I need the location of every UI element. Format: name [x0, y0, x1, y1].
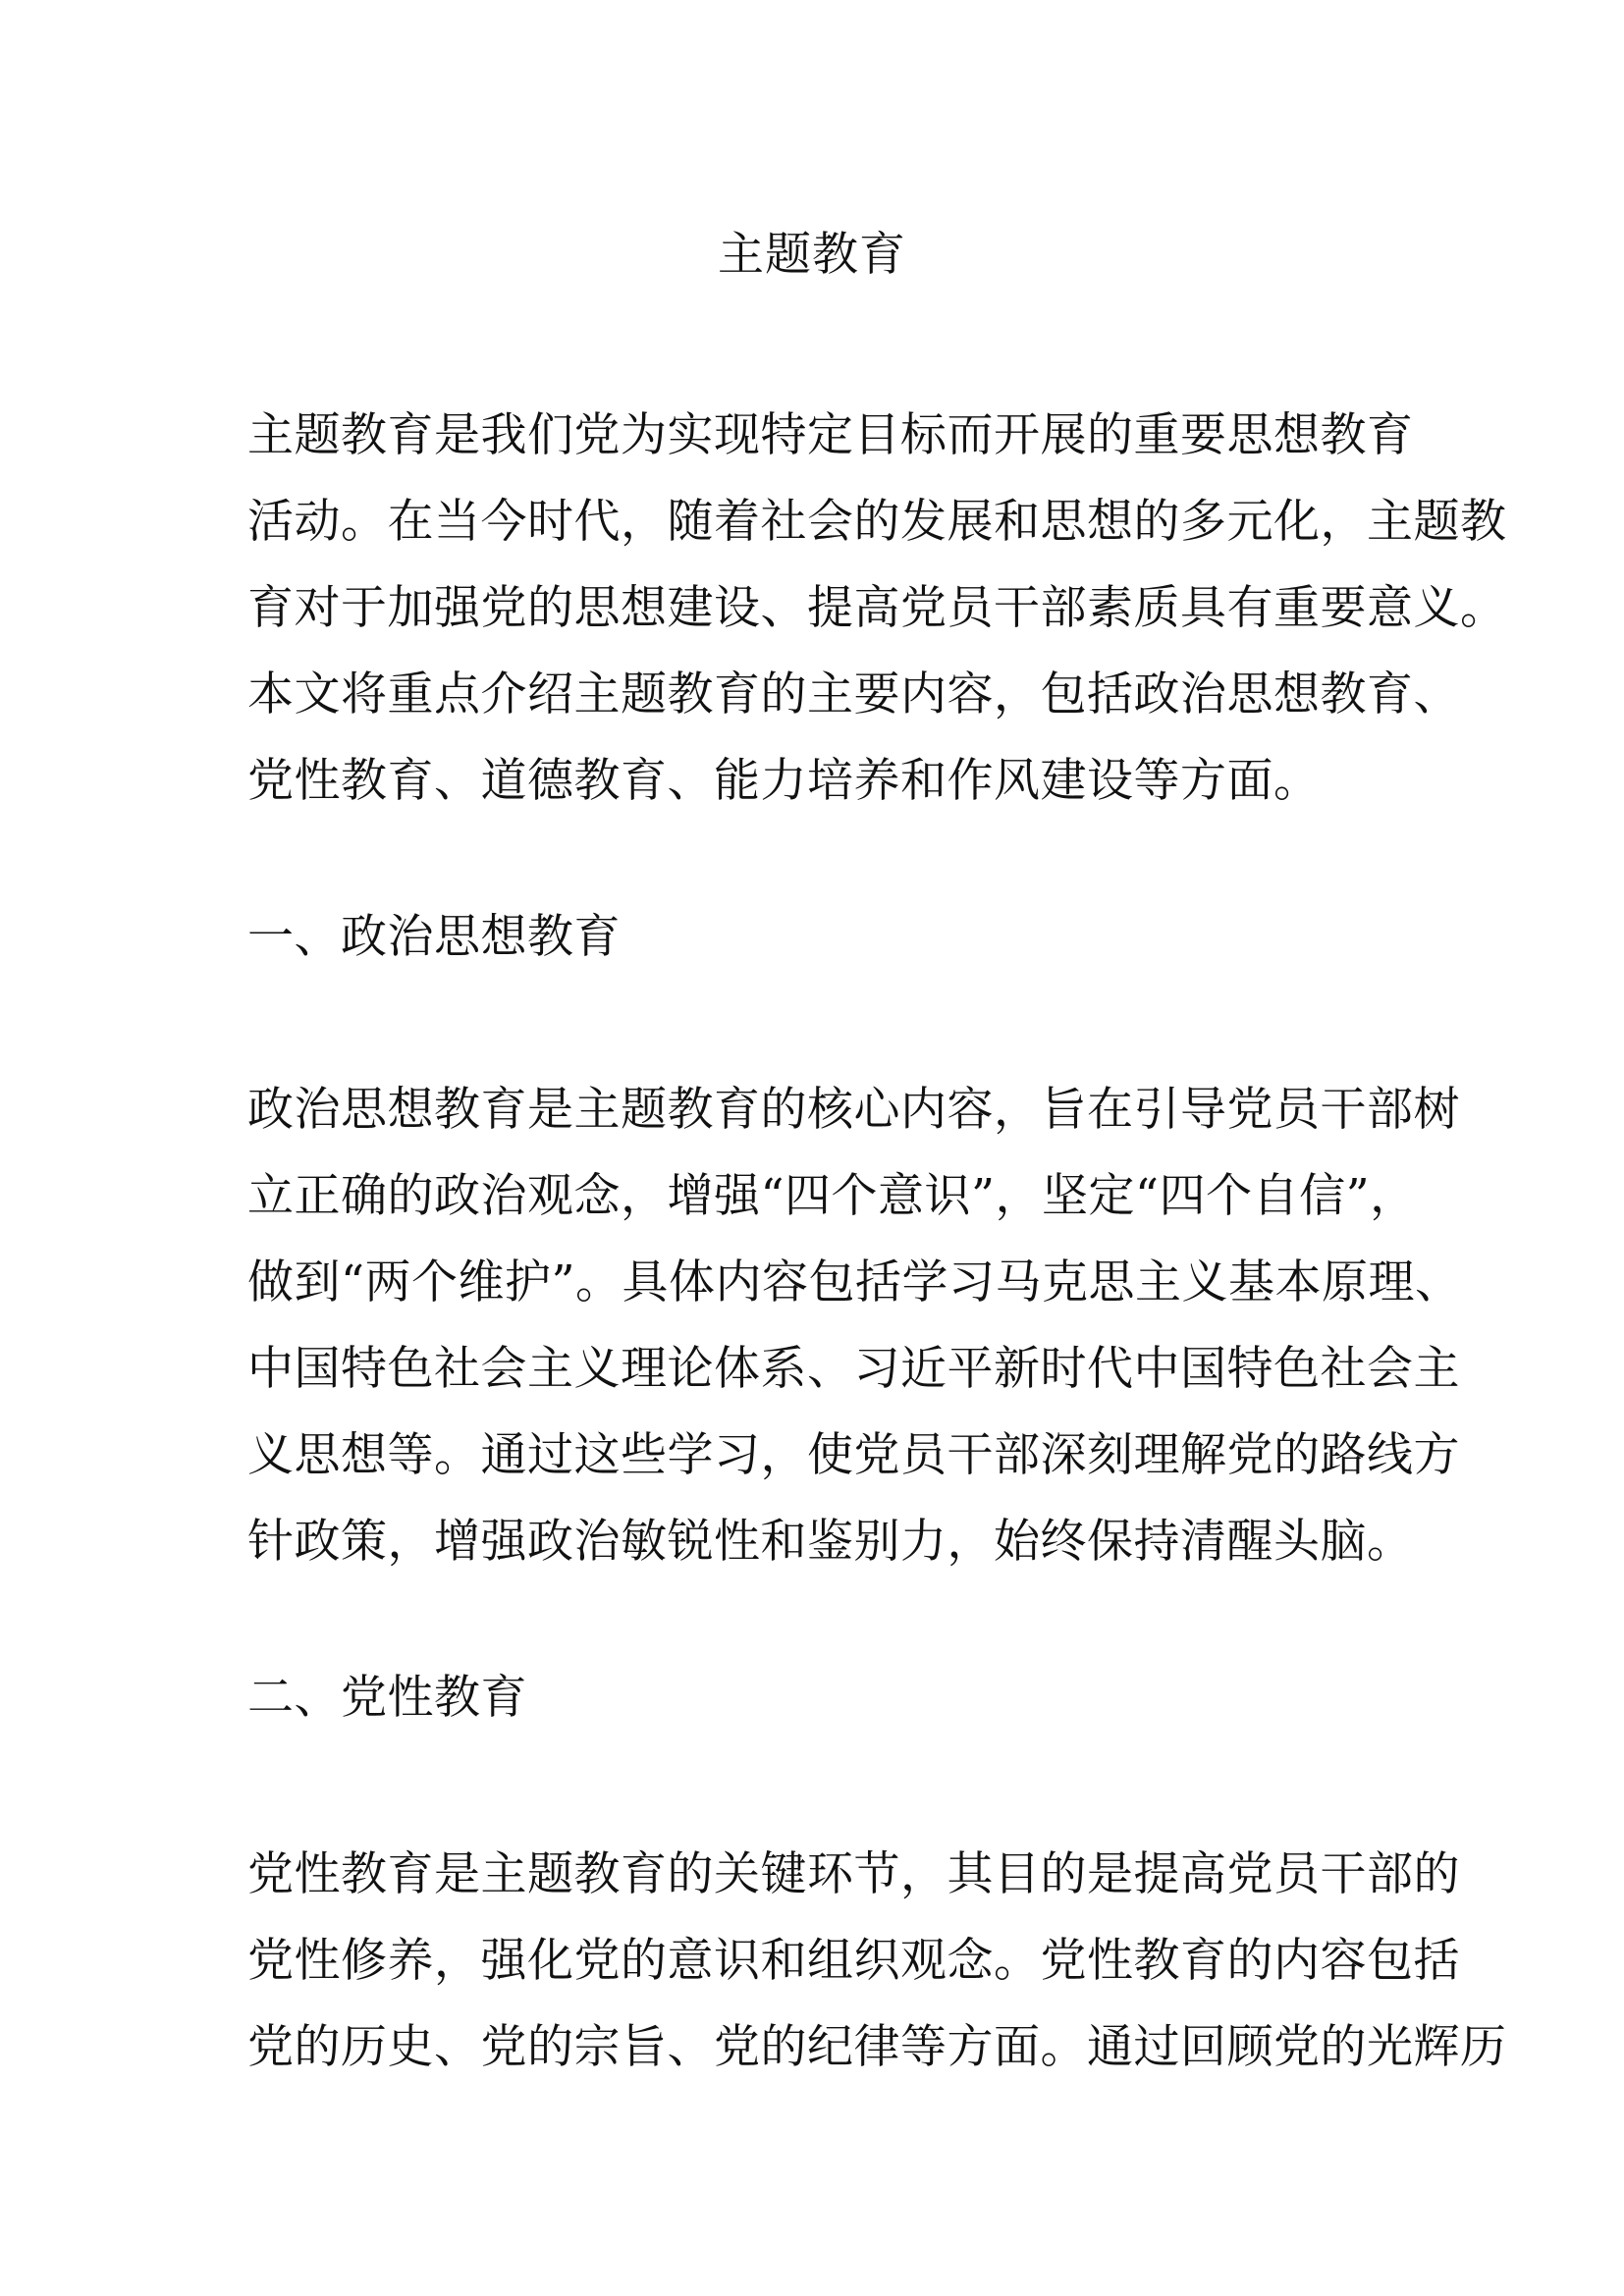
section-1-line-1: 政治思想教育是主题教育的核心内容，旨在引导党员干部树 — [247, 1083, 1460, 1137]
section-2-line-2: 党性修养，强化党的意识和组织观念。党性教育的内容包括 — [247, 1934, 1460, 1988]
section-1-line-3: 做到“两个维护”。具体内容包括学习马克思主义基本原理、 — [247, 1255, 1462, 1309]
section-2-heading: 二、党性教育 — [247, 1671, 527, 1725]
intro-line-1: 主题教育是我们党为实现特定目标而开展的重要思想教育 — [247, 408, 1414, 462]
intro-line-4: 本文将重点介绍主题教育的主要内容，包括政治思想教育、 — [247, 667, 1460, 721]
section-1-line-2: 立正确的政治观念，增强“四个意识”，坚定“四个自信”， — [247, 1169, 1417, 1223]
section-2-line-3: 党的历史、党的宗旨、党的纪律等方面。通过回顾党的光辉历 — [247, 2020, 1507, 2074]
intro-line-5: 党性教育、道德教育、能力培养和作风建设等方面。 — [247, 754, 1321, 808]
document-title: 主题教育 — [718, 228, 906, 282]
intro-line-3: 育对于加强党的思想建设、提高党员干部素质具有重要意义。 — [247, 581, 1507, 635]
section-1-line-6: 针政策，增强政治敏锐性和鉴别力，始终保持清醒头脑。 — [247, 1515, 1414, 1569]
section-2-line-1: 党性教育是主题教育的关键环节，其目的是提高党员干部的 — [247, 1847, 1460, 1901]
section-1-line-4: 中国特色社会主义理论体系、习近平新时代中国特色社会主 — [247, 1342, 1460, 1396]
section-1-line-5: 义思想等。通过这些学习，使党员干部深刻理解党的路线方 — [247, 1428, 1460, 1482]
section-1-heading: 一、政治思想教育 — [247, 910, 621, 964]
intro-line-2: 活动。在当今时代，随着社会的发展和思想的多元化，主题教 — [247, 495, 1507, 549]
